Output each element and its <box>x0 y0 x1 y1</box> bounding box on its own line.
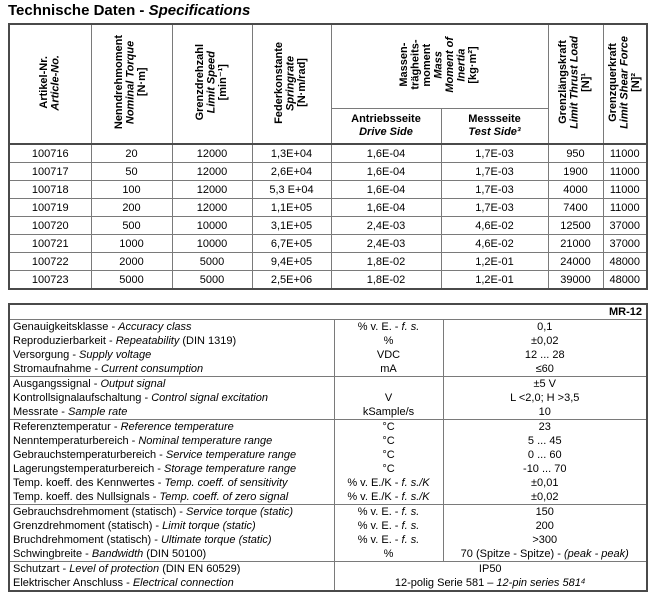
param-de: Temp. koeff. des Nullsignals - <box>13 490 160 503</box>
header-label-en: Springrate <box>284 54 297 110</box>
param-de: Versorgung - <box>13 348 80 361</box>
column-header-test-side <box>441 108 548 144</box>
param-en: Ultimate torque (static) <box>160 533 272 546</box>
value-cell-merged <box>334 576 647 591</box>
param-en: Reference temperature <box>120 420 234 433</box>
unit-cell <box>334 547 443 562</box>
param-de: Kontrollsignalaufschaltung - <box>13 391 152 404</box>
model-header-row <box>9 304 647 320</box>
spec-row <box>9 505 647 520</box>
parameter-label <box>9 533 334 547</box>
column-header-article-no <box>9 24 91 144</box>
spec-row <box>9 434 647 448</box>
cell-thrust-load: 12500 <box>548 217 603 235</box>
unit-cell <box>334 476 443 490</box>
header-label-en: Limit Thrust Load <box>568 36 581 129</box>
param-suffix: (DIN EN 60529) <box>159 562 241 575</box>
cell-inertia-test: 4,6E-02 <box>441 217 548 235</box>
parameter-label <box>9 377 334 392</box>
cell-thrust-load: 950 <box>548 144 603 163</box>
value-cell <box>443 476 647 490</box>
parameter-label <box>9 434 334 448</box>
value-text: IP50 <box>478 562 502 575</box>
cell-nominal-torque: 500 <box>91 217 172 235</box>
header-unit: [N·m/rad] <box>296 58 309 107</box>
spec-row <box>9 334 647 348</box>
unit-cell <box>334 348 443 362</box>
cell-limit-speed: 10000 <box>172 235 252 253</box>
cell-shear-force: 11000 <box>603 181 647 199</box>
page-title <box>8 2 250 19</box>
param-en: Accuracy class <box>118 320 192 333</box>
header-label-de: Grenzquerkraft <box>606 43 619 122</box>
param-suffix: (DIN 1319) <box>179 334 237 347</box>
value-text: 23 <box>538 420 551 433</box>
header-unit: [kg·m²] <box>467 46 480 84</box>
param-de: Bruchdrehmoment (statisch) - <box>13 533 161 546</box>
parameter-label <box>9 405 334 420</box>
unit-text-en: f. s. <box>401 320 420 333</box>
param-de: Schwingbreite - <box>13 547 92 560</box>
cell-article-no: 100720 <box>9 217 91 235</box>
unit-text-en: f. s./K <box>401 490 430 503</box>
header-label-de: Nenndrehmoment <box>113 35 126 130</box>
spec-row <box>9 391 647 405</box>
cell-inertia-drive: 1,8E-02 <box>331 253 441 271</box>
cell-inertia-drive: 1,6E-04 <box>331 144 441 163</box>
column-header-limit-thrust-load <box>548 24 603 144</box>
unit-text: % <box>383 547 394 560</box>
value-text-en: 12-pin series 581⁴ <box>496 576 586 589</box>
param-en: Supply voltage <box>79 348 152 361</box>
cell-thrust-load: 24000 <box>548 253 603 271</box>
value-text: ±5 V <box>533 377 557 390</box>
param-de: Genauigkeitsklasse - <box>13 320 119 333</box>
cell-thrust-load: 4000 <box>548 181 603 199</box>
model-name: MR-12 <box>9 304 647 320</box>
cell-thrust-load: 21000 <box>548 235 603 253</box>
value-text: 200 <box>535 519 554 532</box>
cell-inertia-drive: 2,4E-03 <box>331 217 441 235</box>
parameter-label <box>9 576 334 591</box>
value-text: -10 ... 70 <box>523 462 567 475</box>
unit-text: % v. E./K - <box>347 476 402 489</box>
cell-nominal-torque: 100 <box>91 181 172 199</box>
unit-text-en: f. s./K <box>401 476 430 489</box>
param-de: Nenntemperaturbereich - <box>13 434 139 447</box>
unit-cell <box>334 334 443 348</box>
param-en: Electrical connection <box>132 576 234 589</box>
spec-row <box>9 320 647 335</box>
param-en: Service torque (static) <box>186 505 293 518</box>
spec-row <box>9 547 647 562</box>
unit-text-en: f. s. <box>401 505 420 518</box>
param-en: Temp. coeff. of zero signal <box>159 490 289 503</box>
unit-text: °C <box>382 462 395 475</box>
value-cell <box>443 377 647 392</box>
unit-text: % v. E. - <box>357 519 402 532</box>
param-de: Messrate - <box>13 405 69 418</box>
cell-nominal-torque: 1000 <box>91 235 172 253</box>
cell-springrate: 9,4E+05 <box>252 253 331 271</box>
value-cell <box>443 462 647 476</box>
header-label-de: Messseite <box>468 112 521 125</box>
unit-cell <box>334 377 443 392</box>
cell-article-no: 100721 <box>9 235 91 253</box>
value-cell <box>443 405 647 420</box>
header-unit: [N]² <box>629 73 642 92</box>
unit-text: % <box>383 334 394 347</box>
unit-cell <box>334 362 443 377</box>
unit-text-en: f. s. <box>401 519 420 532</box>
param-en: Storage temperature range <box>164 462 297 475</box>
parameter-label <box>9 448 334 462</box>
page-title-en: Specifications <box>148 2 251 19</box>
unit-text-en: f. s. <box>401 533 420 546</box>
spec-row <box>9 462 647 476</box>
spec-row <box>9 519 647 533</box>
parameter-label <box>9 391 334 405</box>
header-label-de: Federkonstante <box>273 41 286 124</box>
value-cell <box>443 490 647 505</box>
cell-article-no: 100719 <box>9 199 91 217</box>
value-text: 150 <box>535 505 554 518</box>
spec-row <box>9 420 647 435</box>
cell-springrate: 2,6E+04 <box>252 163 331 181</box>
param-de: Gebrauchsdrehmoment (statisch) - <box>13 505 187 518</box>
table-row <box>9 181 647 199</box>
parameter-label <box>9 476 334 490</box>
value-cell <box>443 519 647 533</box>
unit-cell <box>334 448 443 462</box>
param-de: Lagerungstemperaturbereich - <box>13 462 165 475</box>
cell-inertia-drive: 1,6E-04 <box>331 199 441 217</box>
value-cell <box>443 547 647 562</box>
table-row <box>9 217 647 235</box>
cell-inertia-drive: 1,6E-04 <box>331 163 441 181</box>
cell-shear-force: 11000 <box>603 144 647 163</box>
unit-text: mA <box>380 362 397 375</box>
param-en: Sample rate <box>68 405 128 418</box>
table-row <box>9 235 647 253</box>
spec-row <box>9 576 647 591</box>
unit-cell <box>334 434 443 448</box>
header-label-de: trägheits- <box>409 39 422 90</box>
cell-thrust-load: 7400 <box>548 199 603 217</box>
cell-article-no: 100722 <box>9 253 91 271</box>
unit-cell <box>334 519 443 533</box>
header-label-en: Limit Speed <box>205 51 218 114</box>
cell-limit-speed: 12000 <box>172 144 252 163</box>
page-title-de: Technische Daten - <box>8 2 149 19</box>
parameter-label <box>9 519 334 533</box>
cell-article-no: 100718 <box>9 181 91 199</box>
param-en: Repeatability <box>115 334 180 347</box>
header-label-en: Inertia <box>455 48 468 82</box>
param-suffix: (DIN 50100) <box>143 547 207 560</box>
cell-springrate: 1,3E+04 <box>252 144 331 163</box>
spec-row <box>9 562 647 577</box>
header-label-en: Drive Side <box>359 125 413 138</box>
cell-nominal-torque: 5000 <box>91 271 172 290</box>
value-text: 12 ... 28 <box>524 348 565 361</box>
header-label-de: Artikel-Nr. <box>37 56 50 109</box>
cell-nominal-torque: 200 <box>91 199 172 217</box>
cell-article-no: 100723 <box>9 271 91 290</box>
param-de: Ausgangssignal - <box>13 377 101 390</box>
column-header-limit-speed <box>172 24 252 144</box>
param-de: Grenzdrehmoment (statisch) - <box>13 519 163 532</box>
cell-springrate: 1,1E+05 <box>252 199 331 217</box>
param-de: Stromaufnahme - <box>13 362 102 375</box>
spec-row <box>9 377 647 392</box>
cell-limit-speed: 12000 <box>172 181 252 199</box>
column-header-limit-shear-force <box>603 24 647 144</box>
cell-nominal-torque: 50 <box>91 163 172 181</box>
table-row <box>9 144 647 163</box>
cell-inertia-drive: 1,6E-04 <box>331 181 441 199</box>
cell-springrate: 6,7E+05 <box>252 235 331 253</box>
header-label-en: Limit Shear Force <box>618 36 630 129</box>
param-de: Gebrauchstemperaturbereich - <box>13 448 166 461</box>
header-label-en: Test Side³ <box>468 125 521 138</box>
unit-text: % v. E. - <box>357 320 402 333</box>
parameter-label <box>9 348 334 362</box>
cell-limit-speed: 10000 <box>172 217 252 235</box>
cell-springrate: 3,1E+05 <box>252 217 331 235</box>
unit-text: °C <box>382 420 395 433</box>
cell-thrust-load: 1900 <box>548 163 603 181</box>
unit-cell <box>334 533 443 547</box>
parameter-label <box>9 420 334 435</box>
unit-text: °C <box>382 434 395 447</box>
value-cell <box>443 391 647 405</box>
cell-article-no: 100716 <box>9 144 91 163</box>
cell-shear-force: 48000 <box>603 253 647 271</box>
value-cell <box>443 434 647 448</box>
cell-inertia-drive: 2,4E-03 <box>331 235 441 253</box>
table-row <box>9 163 647 181</box>
param-de: Elektrischer Anschluss - <box>13 576 133 589</box>
cell-article-no: 100717 <box>9 163 91 181</box>
unit-text: % v. E./K - <box>347 490 402 503</box>
unit-text: % v. E. - <box>357 505 402 518</box>
cell-inertia-test: 1,2E-01 <box>441 271 548 290</box>
cell-inertia-drive: 1,8E-02 <box>331 271 441 290</box>
value-cell <box>443 505 647 520</box>
header-unit: [N]¹ <box>580 73 593 92</box>
value-cell <box>443 420 647 435</box>
value-text: 5 ... 45 <box>527 434 562 447</box>
header-label-en: Moment of <box>444 36 457 93</box>
header-label-de: Grenzlängskraft <box>557 40 570 125</box>
value-cell <box>443 533 647 547</box>
value-text: 0,1 <box>537 320 553 333</box>
cell-limit-speed: 5000 <box>172 271 252 290</box>
spec-row <box>9 362 647 377</box>
specifications-table <box>8 23 648 290</box>
parameter-label <box>9 362 334 377</box>
parameter-label <box>9 547 334 562</box>
parameter-label <box>9 320 334 335</box>
param-en: Current consumption <box>101 362 204 375</box>
header-label-en: Nominal Torque <box>124 40 137 125</box>
param-en: Service temperature range <box>165 448 297 461</box>
unit-cell <box>334 405 443 420</box>
spec-row <box>9 533 647 547</box>
header-label-en: Mass <box>432 50 445 79</box>
unit-text: kSample/s <box>362 405 415 418</box>
cell-inertia-test: 1,7E-03 <box>441 199 548 217</box>
column-header-nominal-torque <box>91 24 172 144</box>
unit-cell <box>334 420 443 435</box>
column-header-springrate <box>252 24 331 144</box>
value-cell <box>443 320 647 335</box>
cell-inertia-test: 1,7E-03 <box>441 163 548 181</box>
unit-cell <box>334 505 443 520</box>
value-cell <box>443 334 647 348</box>
spec-row <box>9 448 647 462</box>
param-de: Schutzart - <box>13 562 70 575</box>
value-text: ±0,02 <box>531 334 559 347</box>
header-label-de: Massen- <box>398 42 411 87</box>
unit-text: % v. E. - <box>357 533 402 546</box>
param-en: Control signal excitation <box>151 391 268 404</box>
header-label-de: moment <box>421 43 434 87</box>
table-row <box>9 253 647 271</box>
param-de: Referenztemperatur - <box>13 420 121 433</box>
parameter-label <box>9 562 334 577</box>
header-label-de: Antriebsseite <box>351 112 421 125</box>
value-text-en: (peak - peak) <box>564 547 629 560</box>
cell-nominal-torque: 2000 <box>91 253 172 271</box>
value-text: 70 (Spitze - Spitze) - <box>460 547 564 560</box>
cell-limit-speed: 12000 <box>172 199 252 217</box>
parameter-label <box>9 462 334 476</box>
parameter-label <box>9 334 334 348</box>
unit-text: VDC <box>376 348 401 361</box>
param-en: Limit torque (static) <box>162 519 256 532</box>
param-en: Bandwidth <box>91 547 144 560</box>
header-row-main <box>9 24 647 108</box>
value-cell <box>443 348 647 362</box>
cell-limit-speed: 12000 <box>172 163 252 181</box>
cell-inertia-test: 1,7E-03 <box>441 144 548 163</box>
param-en: Nominal temperature range <box>138 434 273 447</box>
unit-text: °C <box>382 448 395 461</box>
cell-shear-force: 48000 <box>603 271 647 290</box>
unit-cell <box>334 462 443 476</box>
header-label-de: Grenzdrehzahl <box>193 44 206 121</box>
cell-nominal-torque: 20 <box>91 144 172 163</box>
cell-springrate: 2,5E+06 <box>252 271 331 290</box>
param-en: Output signal <box>100 377 166 390</box>
cell-shear-force: 11000 <box>603 199 647 217</box>
param-en: Temp. coeff. of sensitivity <box>164 476 288 489</box>
cell-shear-force: 11000 <box>603 163 647 181</box>
cell-springrate: 5,3 E+04 <box>252 181 331 199</box>
param-en: Level of protection <box>69 562 160 575</box>
cell-inertia-test: 1,7E-03 <box>441 181 548 199</box>
value-text: 0 ... 60 <box>527 448 562 461</box>
value-text: 12-polig Serie 581 – <box>394 576 497 589</box>
value-cell <box>443 448 647 462</box>
cell-thrust-load: 39000 <box>548 271 603 290</box>
column-header-drive-side <box>331 108 441 144</box>
cell-limit-speed: 5000 <box>172 253 252 271</box>
unit-cell <box>334 490 443 505</box>
parameter-label <box>9 505 334 520</box>
unit-text: V <box>384 391 393 404</box>
spec-row <box>9 476 647 490</box>
value-text: ±0,02 <box>531 490 559 503</box>
table-row <box>9 271 647 290</box>
value-text: ≤60 <box>535 362 554 375</box>
unit-cell <box>334 391 443 405</box>
spec-row <box>9 405 647 420</box>
value-text: L <2,0; H >3,5 <box>510 391 580 404</box>
spec-row <box>9 490 647 505</box>
value-cell <box>443 362 647 377</box>
param-de: Temp. koeff. des Kennwertes - <box>13 476 165 489</box>
value-text: ±0,01 <box>531 476 559 489</box>
param-de: Reproduzierbarkeit - <box>13 334 116 347</box>
spec-row <box>9 348 647 362</box>
cell-shear-force: 37000 <box>603 235 647 253</box>
value-cell-merged <box>334 562 647 577</box>
header-unit: [min⁻¹] <box>216 64 229 101</box>
header-unit: [N·m] <box>136 68 149 97</box>
value-text: >300 <box>532 533 558 546</box>
cell-inertia-test: 4,6E-02 <box>441 235 548 253</box>
header-label-en: Article-No. <box>49 54 62 111</box>
detail-parameters-table <box>8 303 648 592</box>
cell-inertia-test: 1,2E-01 <box>441 253 548 271</box>
value-text: 10 <box>538 405 551 418</box>
unit-cell <box>334 320 443 335</box>
cell-shear-force: 37000 <box>603 217 647 235</box>
parameter-label <box>9 490 334 505</box>
column-header-mass-moment-of-inertia <box>331 24 548 108</box>
table-row <box>9 199 647 217</box>
